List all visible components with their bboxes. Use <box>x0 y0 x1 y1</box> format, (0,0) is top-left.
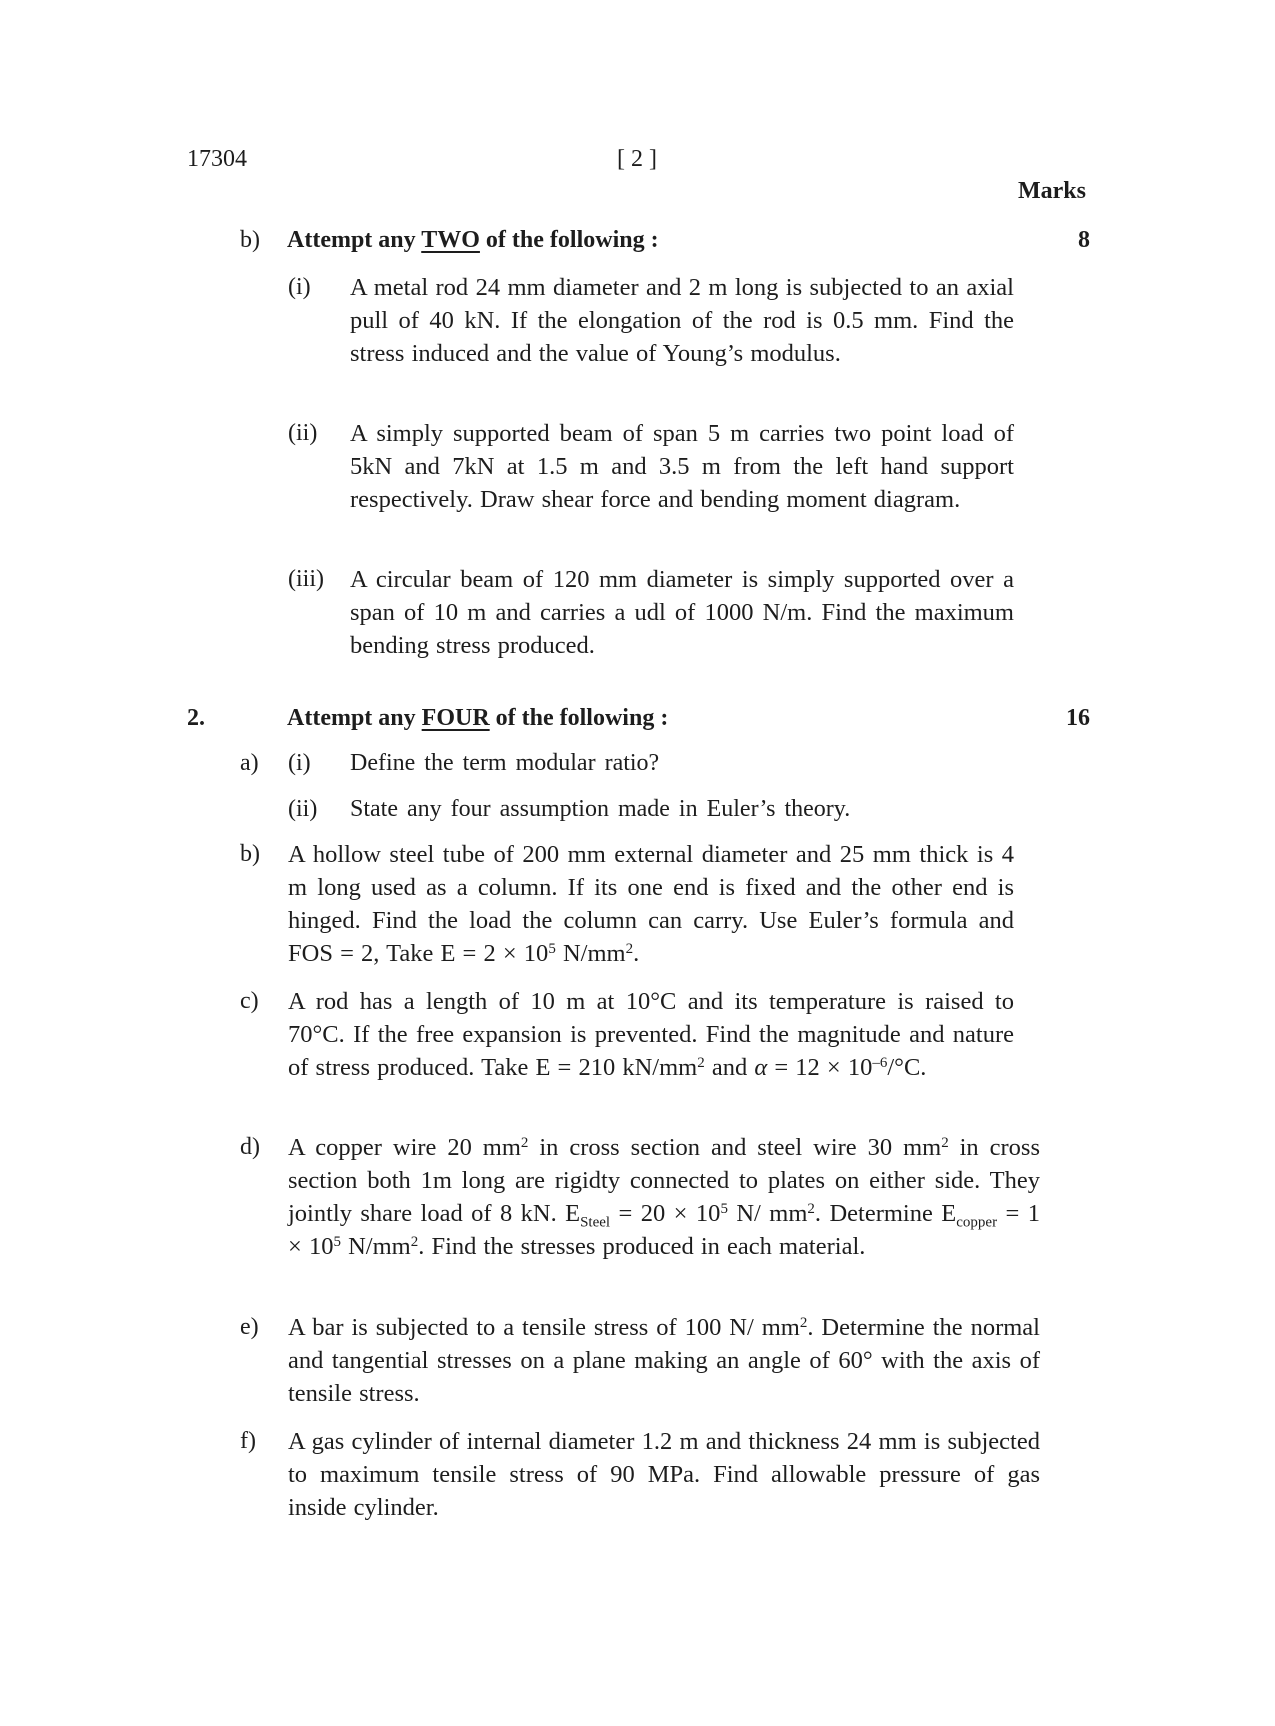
text: in cross section and steel wire 30 mm <box>528 1134 942 1161</box>
text: = 1 × 10 <box>288 1200 1040 1260</box>
text: A rod has a length of 10 m at 10°C and its temperature is raised to 70°C. If the free expansion is prevented. Find the magnitude and nature of stress produced. Take E = 210 kN/mm <box>288 988 1014 1081</box>
question-label: b) <box>240 227 260 253</box>
superscript: 2 <box>625 940 634 957</box>
instruction-emphasis: TWO <box>421 227 480 253</box>
superscript: 2 <box>520 1134 529 1151</box>
instruction-text: of the following : <box>485 227 659 253</box>
question-marks: 16 <box>1066 705 1090 731</box>
superscript: 2 <box>410 1233 419 1250</box>
subquestion-label: b) <box>240 841 260 867</box>
subquestion-label: e) <box>240 1314 259 1340</box>
subquestion-label: c) <box>240 988 259 1014</box>
superscript: –6 <box>872 1054 888 1071</box>
subquestion-label: f) <box>240 1428 256 1454</box>
subquestion-label: d) <box>240 1134 260 1160</box>
subscript: Steel <box>580 1214 611 1231</box>
subquestion-label: (iii) <box>288 566 324 592</box>
question-instruction <box>287 702 668 735</box>
instruction-emphasis: FOUR <box>421 705 490 731</box>
question-marks: 8 <box>1078 227 1090 253</box>
text: A hollow steel tube of 200 mm external diameter and 25 mm thick is 4 m long used as a column. If its one end is fixed and the other end is hinged. Find the load the column can carry. Use Euler’s formula and FOS = 2, Take E = 2 × 10 <box>288 841 1014 967</box>
subquestion-text <box>288 1311 1040 1410</box>
paper-code: 17304 <box>187 146 247 172</box>
subquestion-text: A metal rod 24 mm diameter and 2 m long is subjected to an axial pull of 40 kN. If the elongation of the rod is 0.5 mm. Find the stress induced and the value of Young’s modulus. <box>350 274 1014 367</box>
page-number: [ 2 ] <box>617 146 657 172</box>
alpha-symbol: α <box>754 1054 768 1081</box>
instruction-text: Attempt any <box>287 705 416 731</box>
subquestion-text <box>288 838 1014 970</box>
superscript: 2 <box>941 1134 949 1151</box>
subquestion-text <box>288 1131 1040 1263</box>
instruction-text: Attempt any <box>287 227 416 253</box>
question-number: 2. <box>187 705 205 731</box>
subquestion-text <box>288 985 1014 1084</box>
part-text: State any four assumption made in Euler’s theory. <box>350 796 851 822</box>
text: = 20 × 10 <box>610 1200 721 1227</box>
subquestion-label: (i) <box>288 274 311 300</box>
subquestion-text: A circular beam of 120 mm diameter is simply supported over a span of 10 m and carries a udl of 1000 N/m. Find the maximum bending stress produced. <box>350 566 1014 659</box>
part-label: (i) <box>288 750 311 776</box>
text: N/mm <box>340 1233 411 1260</box>
superscript: 2 <box>807 1200 815 1217</box>
superscript: 2 <box>799 1314 808 1331</box>
superscript: 5 <box>548 940 556 957</box>
instruction-text: of the following : <box>495 705 669 731</box>
text: . Determine the normal and tangential stresses on a plane making an angle of 60° with the axis of tensile stress. <box>288 1314 1040 1407</box>
subquestion-text: A gas cylinder of internal diameter 1.2 m and thickness 24 mm is subjected to maximum tensile stress of 90 MPa. Find allowable pressure of gas inside cylinder. <box>288 1428 1040 1521</box>
text: N/mm <box>555 940 626 967</box>
text: . <box>633 940 640 967</box>
superscript: 5 <box>720 1200 728 1217</box>
superscript: 5 <box>333 1233 341 1250</box>
text: N/ mm <box>727 1200 808 1227</box>
subquestion-label: (ii) <box>288 420 318 446</box>
text: A bar is subjected to a tensile stress of 100 N/ mm <box>288 1314 800 1341</box>
text: . Determine E <box>814 1200 957 1227</box>
text: /°C. <box>887 1054 927 1081</box>
part-text: Define the term modular ratio? <box>350 750 660 776</box>
question-instruction <box>287 224 659 257</box>
marks-heading: Marks <box>1018 178 1086 204</box>
superscript: 2 <box>697 1054 705 1071</box>
subquestion-label: a) <box>240 750 259 776</box>
text: = 12 × 10 <box>767 1054 873 1081</box>
text: A copper wire 20 mm <box>288 1134 521 1161</box>
part-label: (ii) <box>288 796 318 822</box>
text: and <box>704 1054 755 1081</box>
subscript: copper <box>956 1214 998 1231</box>
text: in cross section both 1m long are rigidty connected to plates on either side. They jointly share load of 8 kN. E <box>288 1134 1040 1227</box>
text: . Find the stresses produced in each material. <box>418 1233 866 1260</box>
subquestion-text: A simply supported beam of span 5 m carries two point load of 5kN and 7kN at 1.5 m and 3.5 m from the left hand support respectively. Draw shear force and bending moment diagram. <box>350 420 1014 513</box>
